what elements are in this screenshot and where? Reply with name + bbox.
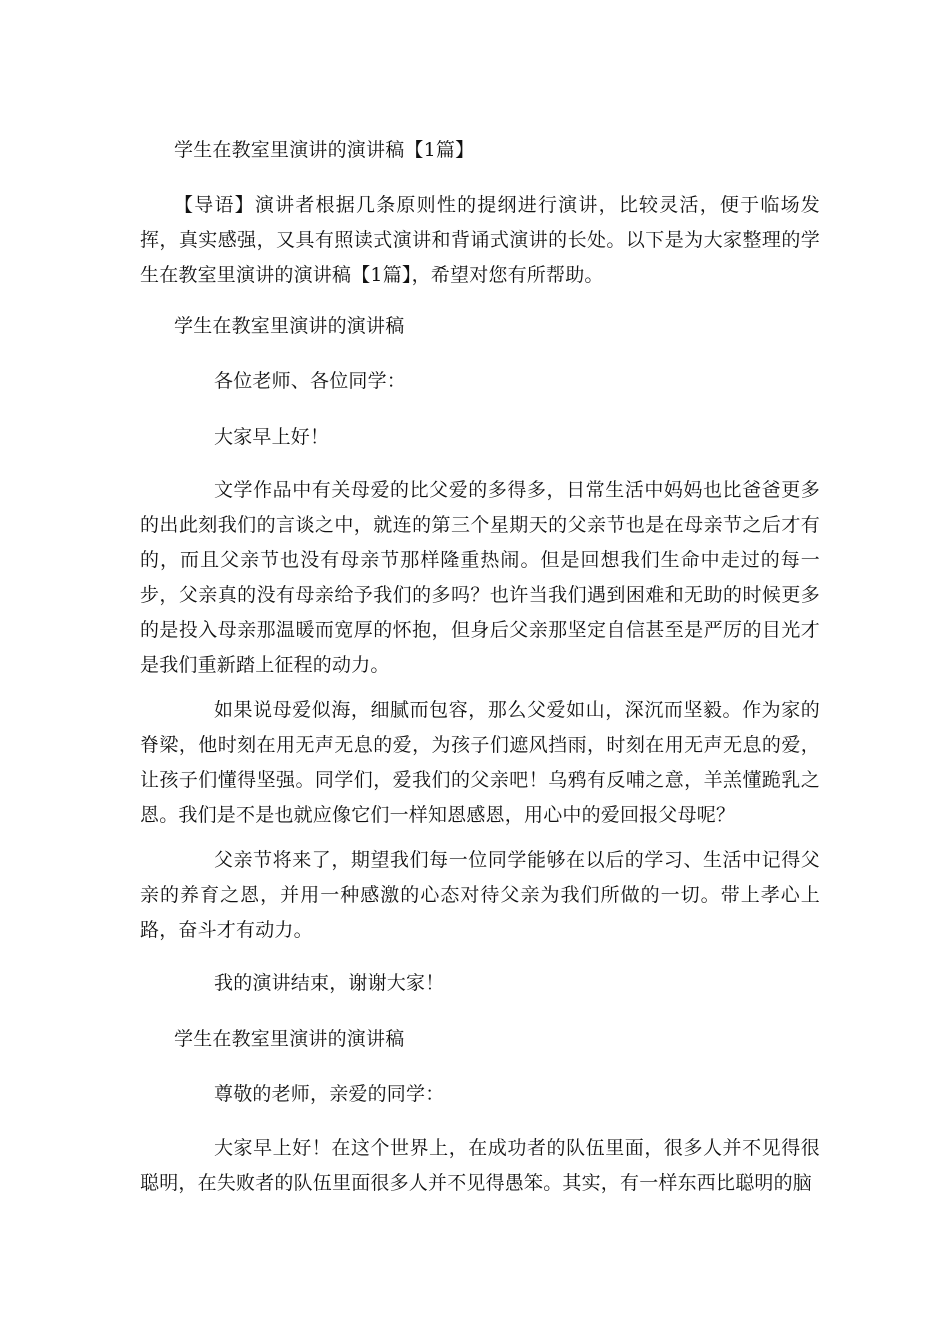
speech1-greeting: 大家早上好！ — [214, 426, 330, 448]
speech1-paragraph-3: 父亲节将来了，期望我们每一位同学能够在以后的学习、生活中记得父亲的养育之恩，并用一种感激的心态对待父亲为我们所做的一切。带上孝心上路，奋斗才有动力。 — [140, 849, 820, 941]
document-title: 学生在教室里演讲的演讲稿【1篇】 — [174, 139, 475, 161]
intro-paragraph: 【导语】演讲者根据几条原则性的提纲进行演讲，比较灵活，便于临场发挥，真实感强，又具有照读式演讲和背诵式演讲的长处。以下是为大家整理的学生在教室里演讲的演讲稿【1篇】，希望对您有所帮助。 — [140, 194, 820, 286]
speech2-heading: 学生在教室里演讲的演讲稿 — [174, 1028, 405, 1050]
speech1-closing: 我的演讲结束，谢谢大家！ — [214, 972, 445, 994]
speech1-salutation: 各位老师、各位同学： — [214, 370, 407, 392]
speech1-paragraph-2: 如果说母爱似海，细腻而包容，那么父爱如山，深沉而坚毅。作为家的脊梁，他时刻在用无声无息的爱，为孩子们遮风挡雨，时刻在用无声无息的爱，让孩子们懂得坚强。同学们，爱我们的父亲吧！乌鸦有反哺之意，羊羔懂跪乳之恩。我们是不是也就应像它们一样知恩感恩，用心中的爱回报父母呢？ — [140, 699, 820, 826]
speech2-salutation: 尊敬的老师，亲爱的同学： — [214, 1083, 445, 1105]
speech1-paragraph-1: 文学作品中有关母爱的比父爱的多得多，日常生活中妈妈也比爸爸更多的出此刻我们的言谈之中，就连的第三个星期天的父亲节也是在母亲节之后才有的，而且父亲节也没有母亲节那样隆重热闹。但是回想我们生命中走过的每一步，父亲真的没有母亲给予我们的多吗？也许当我们遇到困难和无助的时候更多的是投入母亲那温暖而宽厚的怀抱，但身后父亲那坚定自信甚至是严厉的目光才是我们重新踏上征程的动力。 — [140, 479, 820, 676]
speech1-heading: 学生在教室里演讲的演讲稿 — [174, 315, 405, 337]
speech2-paragraph: 大家早上好！在这个世界上，在成功者的队伍里面，很多人并不见得很聪明，在失败者的队伍里面很多人并不见得愚笨。其实，有一样东西比聪明的脑 — [140, 1137, 820, 1194]
